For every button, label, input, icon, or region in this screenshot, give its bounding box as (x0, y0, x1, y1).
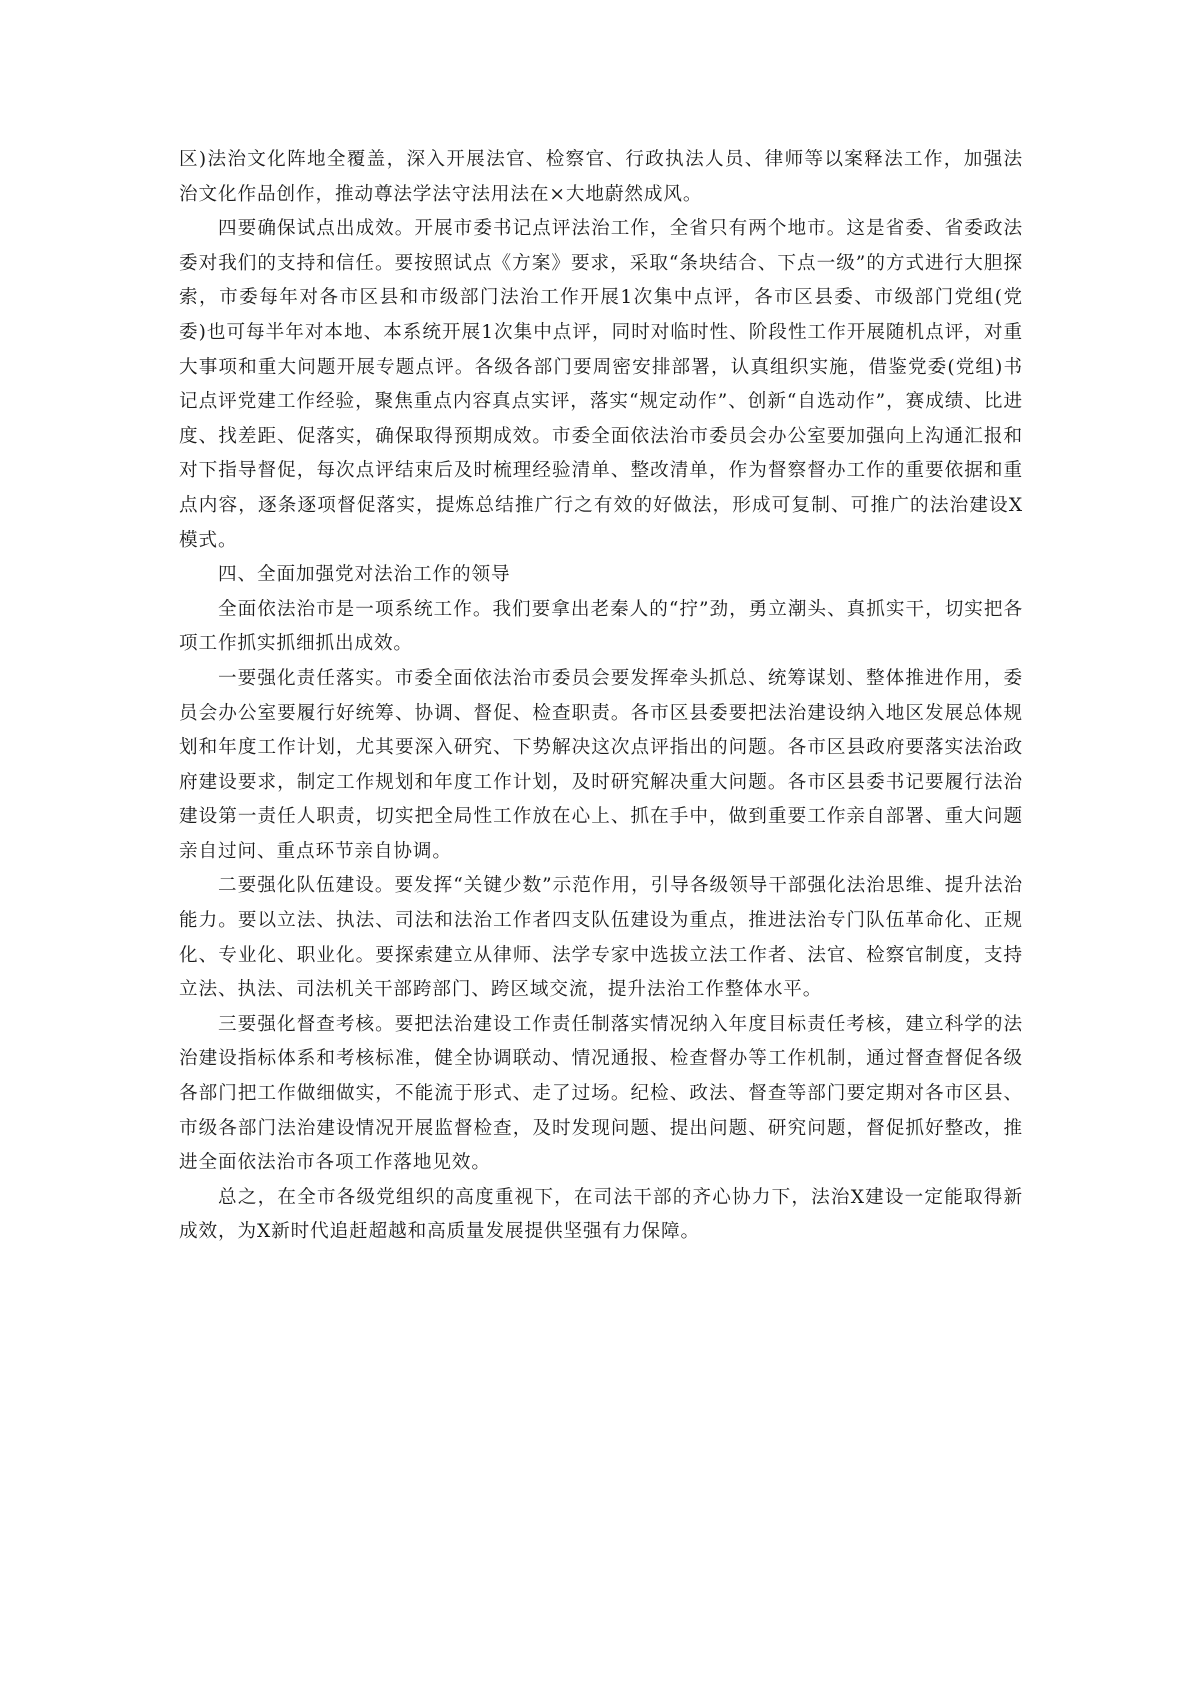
paragraph-conclusion: 总之，在全市各级党组织的高度重视下，在司法干部的齐心协力下，法治X建设一定能取得新成效，为X新时代追赶超越和高质量发展提供坚强有力保障。 (179, 1186, 1023, 1243)
paragraph-pilot-results: 四要确保试点出成效。开展市委书记点评法治工作，全省只有两个地市。这是省委、省委政法委对我们的支持和信任。要按照试点《方案》要求，采取“条块结合、下点一级”的方式进行大胆探索，市委每年对各市区县和市级部门法治工作开展1次集中点评，各市区县委、市级部门党组(党委)也可每半年对本地、本系统开展1次集中点评，同时对临时性、阶段性工作开展随机点评，对重大事项和重大问题开展专题点评。各级各部门要周密安排部署，认真组织实施，借鉴党委(党组)书记点评党建工作经验，聚焦重点内容真点实评，落实“规定动作”、创新“自选动作”，赛成绩、比进度、找差距、促落实，确保取得预期成效。市委全面依法治市委员会办公室要加强向上沟通汇报和对下指导督促，每次点评结束后及时梳理经验清单、整改清单，作为督察督办工作的重要依据和重点内容，逐条逐项督促落实，提炼总结推广行之有效的好做法，形成可复制、可推广的法治建设X模式。 (179, 218, 1023, 551)
section-heading-leadership: 四、全面加强党对法治工作的领导 (218, 564, 511, 586)
paragraph-system-work: 全面依法治市是一项系统工作。我们要拿出老秦人的“拧”劲，勇立潮头、真抓实干，切实把各项工作抓实抓细抓出成效。 (179, 598, 1023, 655)
paragraph-team-building: 二要强化队伍建设。要发挥“关键少数”示范作用，引导各级领导干部强化法治思维、提升法治能力。要以立法、执法、司法和法治工作者四支队伍建设为重点，推进法治专门队伍革命化、正规化、专业化、职业化。要探索建立从律师、法学专家中选拔立法工作者、法官、检察官制度，支持立法、执法、司法机关干部跨部门、跨区域交流，提升法治工作整体水平。 (179, 875, 1023, 1001)
paragraph-responsibility: 一要强化责任落实。市委全面依法治市委员会要发挥牵头抓总、统筹谋划、整体推进作用，委员会办公室要履行好统筹、协调、督促、检查职责。各市区县委要把法治建设纳入地区发展总体规划和年度工作计划，尤其要深入研究、下势解决这次点评指出的问题。各市区县政府要落实法治政府建设要求，制定工作规划和年度工作计划，及时研究解决重大问题。各市区县委书记要履行法治建设第一责任人职责，切实把全局性工作放在心上、抓在手中，做到重要工作亲自部署、重大问题亲自过问、重点环节亲自协调。 (179, 667, 1023, 862)
paragraph-continuation: 区)法治文化阵地全覆盖，深入开展法官、检察官、行政执法人员、律师等以案释法工作，加强法治文化作品创作，推动尊法学法守法用法在×大地蔚然成风。 (179, 149, 1023, 205)
document-body (179, 143, 1023, 1250)
paragraph-supervision: 三要强化督查考核。要把法治建设工作责任制落实情况纳入年度目标责任考核，建立科学的法治建设指标体系和考核标准，健全协调联动、情况通报、检查督办等工作机制，通过督查督促各级各部门把工作做细做实，不能流于形式、走了过场。纪检、政法、督查等部门要定期对各市区县、市级各部门法治建设情况开展监督检查，及时发现问题、提出问题、研究问题，督促抓好整改，推进全面依法治市各项工作落地见效。 (179, 1013, 1023, 1174)
